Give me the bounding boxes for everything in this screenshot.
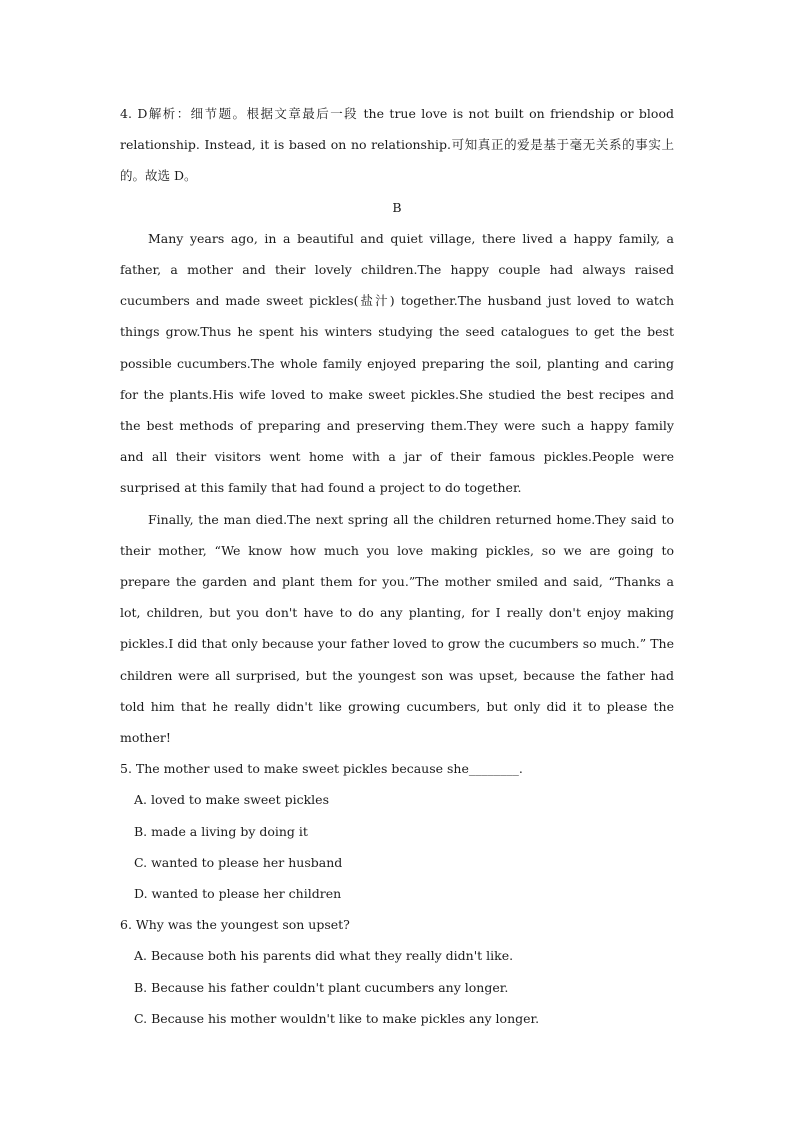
answer-explanation-4: 4. D解析：细节题。根据文章最后一段 the true love is not built on friendship or blood relationship. Instead, it is based on no relationship.可知真正的爱是基于毫无关系的事实上的。故选 D。 <box>120 106 674 184</box>
question-5-option-d: D. wanted to please her children <box>134 886 342 902</box>
passage-paragraph-2: Finally, the man died.The next spring all the children returned home.They said to their mother, “We know how much you love making pickles, so we are going to prepare the garden and plant them for you.”The mother smiled and said, “Thanks a lot, children, but you don't have to do any planting, for I really don't enjoy making pickles.I did that only because your father loved to grow the cucumbers so much.” The children were all surprised, but the youngest son was upset, because the father had told him that he really didn't like growing cucumbers, but only did it to please the mother! <box>120 511 674 746</box>
question-6-option-a: A. Because both his parents did what they really didn't like. <box>134 948 514 964</box>
passage-paragraph-1: Many years ago, in a beautiful and quiet village, there lived a happy family, a father, a mother and their lovely children.The happy couple had always raised cucumbers and made sweet pickles(盐汁) together.The husband just loved to watch things grow.Thus he spent his winters studying the seed catalogues to get the best possible cucumbers.The whole family enjoyed preparing the soil, planting and caring for the plants.His wife loved to make sweet pickles.She studied the best recipes and the best methods of preparing and preserving them.They were such a happy family and all their visitors went home with a jar of their famous pickles.People were surprised at this family that had found a project to do together. <box>120 230 674 496</box>
section-label: B <box>392 199 402 215</box>
question-5-option-c: C. wanted to please her husband <box>134 854 343 870</box>
question-5-option-a: A. loved to make sweet pickles <box>134 792 329 808</box>
question-6-option-c: C. Because his mother wouldn't like to make pickles any longer. <box>134 1010 540 1026</box>
question-5-option-b: B. made a living by doing it <box>134 823 308 839</box>
document-content <box>120 98 674 1034</box>
question-6-option-b: B. Because his father couldn't plant cucumbers any longer. <box>134 979 509 995</box>
question-5-stem: 5. The mother used to make sweet pickles because she________. <box>120 761 523 777</box>
question-6-stem: 6. Why was the youngest son upset? <box>120 917 350 933</box>
